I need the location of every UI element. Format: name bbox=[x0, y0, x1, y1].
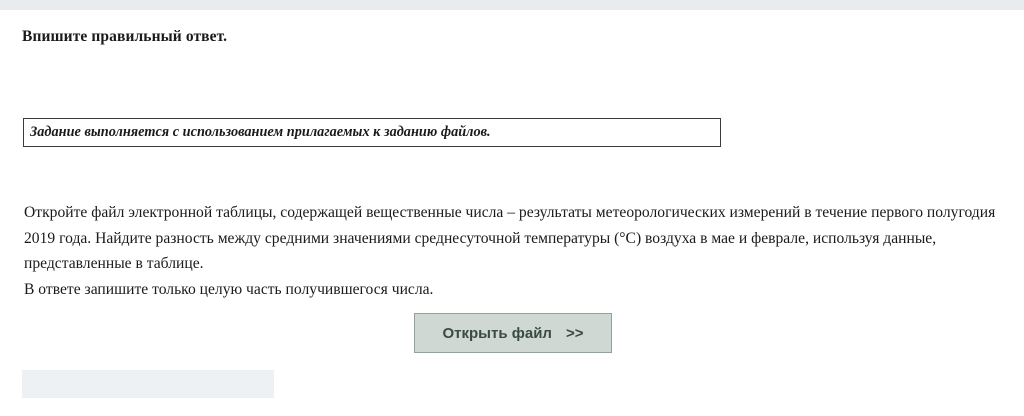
chevron-right-double-icon: >> bbox=[565, 324, 584, 342]
open-file-button-row bbox=[0, 313, 1024, 353]
task-text bbox=[24, 200, 1002, 302]
attached-files-note bbox=[23, 118, 721, 147]
answer-input[interactable] bbox=[22, 370, 274, 398]
top-decorative-strip bbox=[0, 0, 1024, 10]
page-title: Впишите правильный ответ. bbox=[22, 28, 228, 45]
task-paragraph-1: Откройте файл электронной таблицы, содержащей вещественные числа – результаты метеорологических измерений в течение первого полугодия 2019 года. Найдите разность между средними значениями среднесуточной температуры (°C) воздуха в мае и феврале, используя данные, представленные в таблице. bbox=[24, 204, 996, 272]
attached-files-note-text: Задание выполняется с использованием прилагаемых к заданию файлов. bbox=[30, 124, 491, 140]
open-file-button[interactable] bbox=[414, 313, 612, 353]
task-page bbox=[0, 10, 1024, 342]
open-file-button-label: Открыть файл bbox=[442, 324, 552, 342]
task-paragraph-2: В ответе запишите только целую часть получившегося числа. bbox=[24, 280, 434, 298]
